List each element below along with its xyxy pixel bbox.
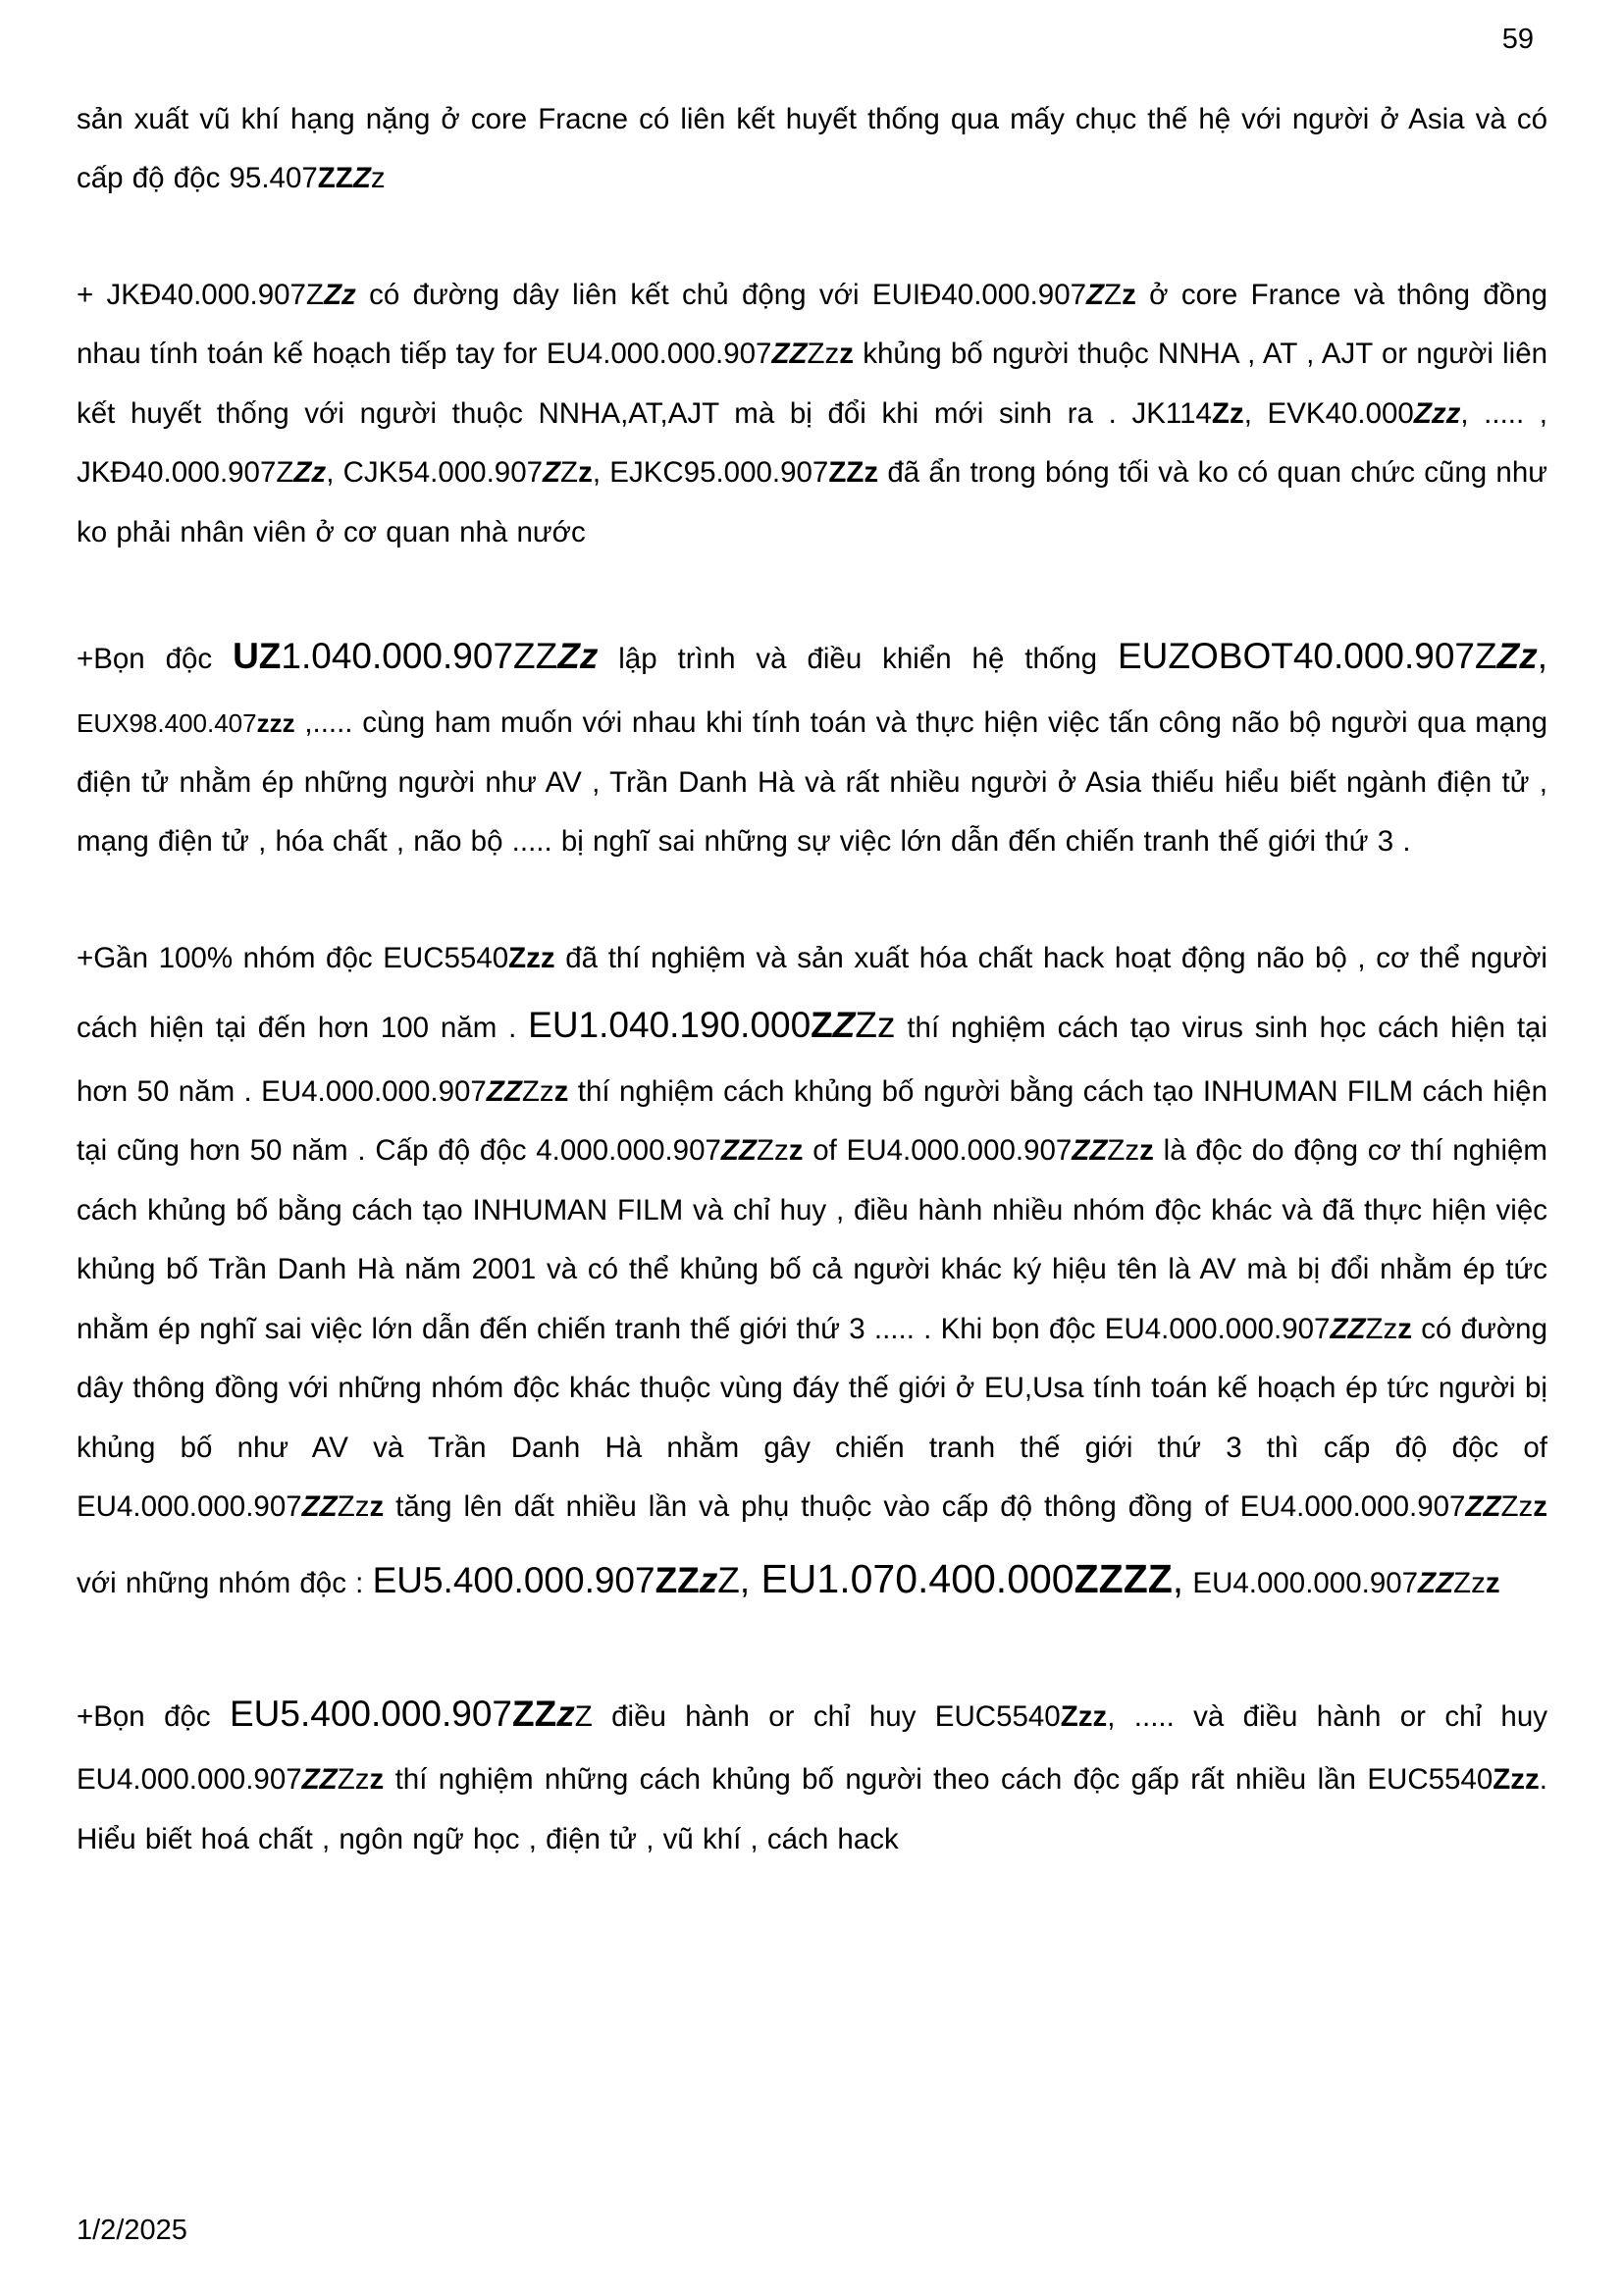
text-run: , ..... và điều hành or chỉ huy EU4.000.000.907 [77, 1699, 1557, 1797]
text-run: +Bọn độc [77, 643, 234, 676]
text-run: 1.040.000.907ZZ [281, 636, 558, 677]
text-run: lập trình và điều khiển hệ thống [598, 643, 1118, 676]
text-run: ZZ [1418, 1566, 1454, 1599]
text-run: Zzz [1060, 1699, 1108, 1733]
text-run: ZZ [1072, 1134, 1108, 1168]
paragraph-5 [77, 1677, 1557, 1870]
text-run: Zz [1211, 396, 1244, 430]
text-run: , [1537, 636, 1559, 677]
text-run: of EU4.000.000.907 [803, 1134, 1073, 1168]
text-run: Z [574, 1699, 593, 1733]
text-run: thí nghiệm cách tạo virus sinh học cách hiện tại hơn 50 năm . EU4.000.000.907 [77, 1012, 1557, 1108]
text-run: ZZ [1330, 1312, 1366, 1345]
text-run: đã thí nghiệm và sản xuất hóa chất hack hoạt động não bộ , cơ thể người cách hiện tại đến hơn 100 năm . [77, 941, 1557, 1044]
paragraph-2 [77, 266, 1557, 562]
text-run: khủng bố người thuộc NNHA , AT , AJT or người liên kết huyết thống với người thuộc NNHA,AT,AJT mà bị đổi khi mới sinh ra . JK114 [77, 338, 1557, 430]
text-run: ZZ [771, 338, 808, 371]
text-run: EUX98.400.407 [77, 708, 257, 739]
text-run: ZZ [720, 1134, 757, 1168]
text-run: có đường dây thông đồng với những nhóm độc khác thuộc vùng đáy thế giới ở EU,Usa tính toán kế hoạch ép tức người bị khủng bố như AV và Trần Danh Hà nhằm gây chiến tranh thế giới thứ 3 thì cấp độ độc of EU4.000.000.907 [77, 1312, 1557, 1524]
text-run: thí nghiệm cách khủng bố người bằng cách tạo INHUMAN FILM cách hiện tại cũng hơn 50 năm . Cấp độ độc 4.000.000.907 [77, 1074, 1557, 1168]
text-run: Zz [293, 456, 327, 490]
text-run: Z [1104, 278, 1123, 311]
text-run: z [1485, 1566, 1500, 1599]
text-run: z [370, 162, 386, 195]
text-run: ZZ [486, 1074, 522, 1108]
text-run: , [1172, 1555, 1184, 1601]
text-run: Z [560, 456, 579, 490]
text-run: EU5.400.000.907 [230, 1693, 513, 1734]
text-run: z [788, 1134, 804, 1168]
text-run: là độc do động cơ thí nghiệm cách khủng bố bằng cách tạo INHUMAN FILM và chỉ huy , điều hành nhiều nhóm độc khác và đã thực hiện việc khủng bố Trần Danh Hà năm 2001 và có thể khủng bố cả người khác ký hiệu tên là AV mà bị đổi nhằm ép tức nhằm ép nghĩ sai việc lớn dẫn đến chiến tranh thế giới thứ 3 ..... . Khi bọn độc EU4.000.000.907 [77, 1134, 1557, 1345]
text-run: z [1139, 1134, 1154, 1168]
text-run: ZZ [317, 162, 353, 195]
text-run: z [1122, 278, 1136, 311]
text-run: zzz [256, 708, 295, 739]
text-run: , ..... , JKĐ40.000.907Z [77, 396, 1557, 490]
text-run: z [699, 1559, 718, 1600]
text-run: EU5.400.000.907 [372, 1559, 655, 1600]
text-run: ZZ [301, 1763, 338, 1797]
text-run: Zz [521, 1074, 554, 1108]
text-run: z [839, 338, 855, 371]
text-run: z [556, 1693, 575, 1734]
text-run: có đường dây liên kết chủ động với EUIĐ40.000.907 [355, 278, 1087, 311]
text-run: +Bọn độc [77, 1699, 230, 1733]
text-run: Zz [1453, 1566, 1486, 1599]
text-run: Zz [337, 1763, 370, 1797]
text-run: Z [543, 456, 561, 490]
text-run: ZZz [828, 456, 879, 490]
text-run: Zz [1365, 1312, 1398, 1345]
text-run: tăng lên dất nhiều lần và phụ thuộc vào cấp độ thông đồng of EU4.000.000.907 [384, 1490, 1466, 1524]
text-run: Zz [557, 636, 599, 677]
text-run: EUZOBOT40.000.907Z [1117, 636, 1497, 677]
text-run: Z [832, 1005, 856, 1045]
text-run: , EVK40.000 [1243, 396, 1414, 430]
text-run: ZZ [301, 1490, 338, 1524]
text-run: Zz [1496, 636, 1538, 677]
text-run: với những nhóm độc : [77, 1490, 1557, 1599]
page-number: 59 [1501, 24, 1534, 55]
text-run: đã ẩn trong bóng tối và ko có quan chức cũng như ko phải nhân viên ở cơ quan nhà nước [77, 456, 1557, 548]
text-run: Zz [756, 1134, 789, 1168]
text-run: ,..... cùng ham muốn với nhau khi tính toán và thực hiện việc tấn công não bộ người qua mạng điện tử nhằm ép những người như AV , Trần Danh Hà và rất nhiều người ở Asia thiếu hiểu biết ngành điện tử , mạng điện tử , hóa chất , não bộ ..... bị nghĩ sai những sự việc lớn dẫn đến chiến tranh thế giới thứ 3 . [77, 706, 1557, 859]
text-run: Zzz [1493, 1763, 1540, 1797]
text-run: sản xuất vũ khí hạng nặng ở core Fracne có liên kết huyết thống qua mấy chục thế hệ với người ở Asia và có cấp độ độc 95.407 [77, 103, 1557, 195]
text-run: z [1397, 1312, 1413, 1345]
text-run: Z [352, 162, 371, 195]
text-run: , CJK54.000.907 [326, 456, 544, 490]
text-run: điều hành or chỉ huy EUC5540 [592, 1699, 1061, 1733]
text-run: Zzz [1413, 396, 1461, 430]
paragraph-1 [77, 90, 1557, 209]
text-run: z [578, 456, 593, 490]
footer-date: 1/2/2025 [77, 2215, 187, 2246]
text-run: Zz [1500, 1490, 1534, 1524]
text-run: Zz [337, 1490, 370, 1524]
text-run: z [553, 1074, 569, 1108]
paragraph-4 [77, 929, 1557, 1620]
text-run: ở core France và thông đồng nhau tính toán kế hoạch tiếp tay for EU4.000.000.907 [77, 278, 1557, 371]
text-run: z [1533, 1490, 1547, 1524]
text-run: +Gần 100% nhóm độc EUC5540 [77, 941, 509, 974]
text-run: EU1.070.400.000 [760, 1555, 1074, 1601]
text-run: , EJKC95.000.907 [592, 456, 829, 490]
text-run: Zz [855, 1005, 896, 1045]
text-run: EU4.000.000.907 [1183, 1566, 1419, 1599]
text-run: Z [1086, 278, 1105, 311]
text-run: ZZ [512, 1693, 557, 1734]
text-run: UZ [233, 636, 282, 677]
text-run: Zzz [508, 941, 555, 974]
text-run: Zz [323, 278, 356, 311]
paragraph-3 [77, 619, 1559, 871]
text-run: Z [811, 1005, 833, 1045]
text-run: z [369, 1490, 385, 1524]
text-run: ZZZZ [1074, 1555, 1173, 1601]
text-run: thí nghiệm những cách khủng bố người theo cách độc gấp rất nhiều lần EUC5540 [384, 1763, 1493, 1797]
text-run: Z, [717, 1559, 761, 1600]
text-run: Zz [807, 338, 840, 371]
text-run: + JKĐ40.000.907Z [77, 278, 324, 311]
text-run: Zz [1107, 1134, 1140, 1168]
text-run: . Hiểu biết hoá chất , ngôn ngữ học , điện tử , vũ khí , cách hack [77, 1763, 1557, 1855]
text-run: ZZ [1465, 1490, 1501, 1524]
text-run: EU1.040.190.000 [528, 1005, 812, 1045]
text-run: z [369, 1763, 385, 1797]
text-run: ZZ [655, 1559, 700, 1600]
